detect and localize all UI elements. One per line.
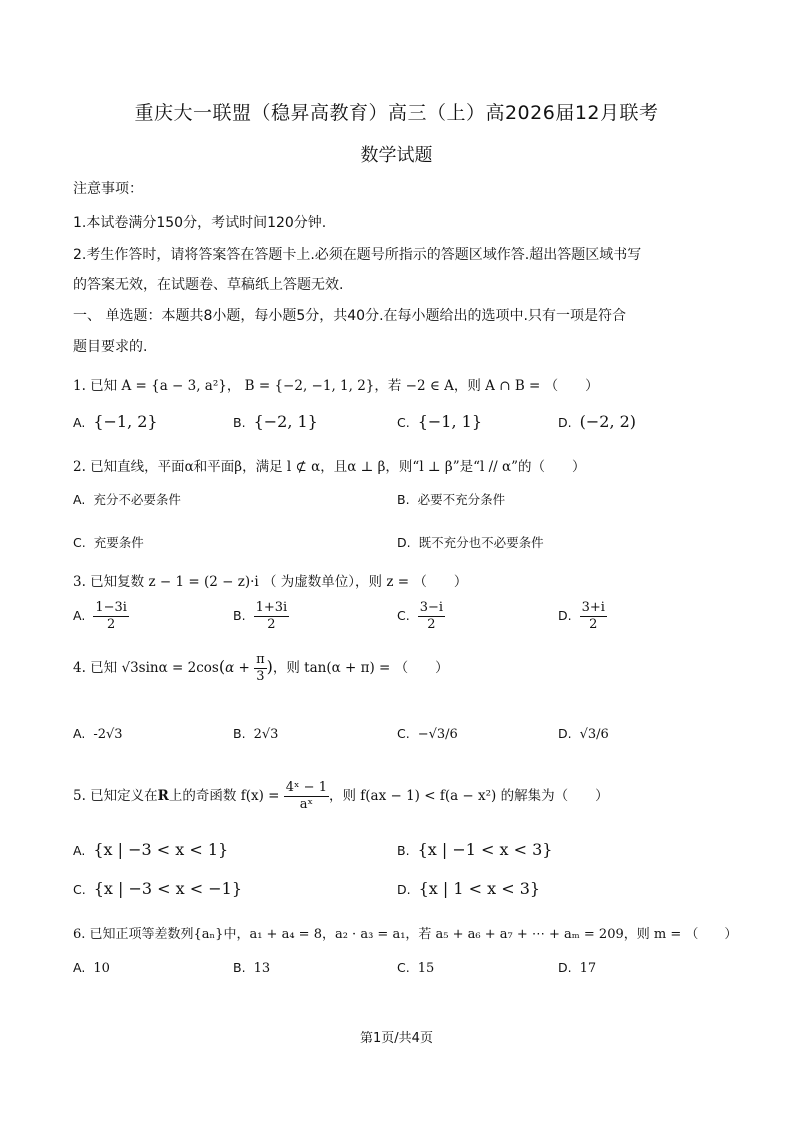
- option-text: 15: [417, 961, 435, 976]
- option-text: -2√3: [93, 727, 123, 742]
- option-text: 充分不必要条件: [93, 492, 181, 507]
- option-text: 2√3: [253, 727, 279, 742]
- fraction-numerator: 3+i: [581, 600, 605, 615]
- option-label: A.: [73, 492, 86, 507]
- paren-open: (: [218, 657, 226, 676]
- option-text: {−2, 1}: [253, 412, 318, 431]
- page-title: 重庆大一联盟（稳昇高教育）高三（上）高2026届12月联考: [134, 102, 659, 124]
- option-text: 必要不充分条件: [417, 492, 506, 507]
- question-4-option-c: [397, 726, 458, 742]
- question-6-option-d: [558, 960, 596, 976]
- fraction-denominator: 2: [106, 617, 116, 632]
- question-2-stem: 2. 已知直线，平面α和平面β，满足 l ⊄ α，且α ⊥ β，则“l ⊥ β”是“l // α”的（ ）: [73, 459, 586, 475]
- fraction: [580, 600, 607, 633]
- question-1-option-b: [233, 412, 318, 431]
- option-label: A.: [73, 608, 86, 623]
- option-text: {x | −1 < x < 3}: [417, 840, 553, 859]
- option-label: D.: [397, 535, 411, 550]
- option-text: {x | −3 < x < 1}: [93, 840, 229, 859]
- question-2-option-c: [73, 533, 152, 551]
- option-text: {x | −3 < x < −1}: [93, 879, 242, 898]
- question-6-option-b: [233, 960, 270, 976]
- question-1-option-d: [558, 412, 636, 431]
- section-heading-line1: 一、 单选题：本题共8小题，每小题5分，共40分.在每小题给出的选项中.只有一项是符合: [73, 308, 626, 324]
- question-4-stem-part2: ，则 tan(α + π) = （ ）: [272, 660, 449, 676]
- option-label: B.: [233, 415, 246, 430]
- fraction-numerator: 3−i: [419, 600, 444, 615]
- fraction-denominator: 2: [589, 617, 598, 632]
- option-label: C.: [397, 415, 410, 430]
- question-5-option-d: [397, 879, 540, 898]
- fraction-numerator: 4ˣ − 1: [285, 780, 327, 795]
- option-label: B.: [397, 843, 410, 858]
- question-4-option-b: [233, 726, 278, 742]
- fraction-denominator: aˣ: [299, 797, 313, 812]
- option-text: 充要条件: [93, 535, 144, 550]
- notes-item-2a: 2.考生作答时，请将答案答在答题卡上.必须在题号所指示的答题区域作答.超出答题区域书写: [73, 247, 642, 263]
- option-label: D.: [558, 726, 572, 741]
- paren-close: ): [266, 657, 273, 676]
- fraction: [418, 600, 445, 633]
- question-1-stem: 1. 已知 A = {a − 3, a²}， B = {−2, −1, 1, 2}，若 −2 ∈ A，则 A ∩ B = （ ）: [73, 378, 599, 394]
- question-2-option-b: [397, 490, 513, 508]
- option-text: {−1, 2}: [93, 412, 158, 431]
- question-2-option-d: [397, 533, 552, 551]
- fraction: [93, 600, 129, 633]
- fraction-denominator: 3: [256, 669, 265, 684]
- option-label: B.: [233, 608, 246, 623]
- fraction-numerator: π: [256, 652, 265, 667]
- option-text: {x | 1 < x < 3}: [418, 879, 541, 898]
- notes-heading: 注意事项：: [73, 181, 143, 197]
- fraction-denominator: 2: [427, 617, 436, 632]
- question-5-stem-part2: 上的奇函数 f(x) =: [168, 788, 280, 804]
- question-3-stem: 3. 已知复数 z − 1 = (2 − z)·i （ 为虚数单位），则 z = （ ）: [73, 574, 468, 590]
- option-text: 既不充分也不必要条件: [418, 535, 544, 550]
- option-label: B.: [233, 726, 246, 741]
- option-label: C.: [397, 960, 410, 975]
- question-3-option-a: [73, 600, 129, 633]
- option-label: A.: [73, 726, 86, 741]
- question-4-stem-part1: 4. 已知 √3sinα = 2cos: [73, 660, 219, 676]
- fraction-denominator: 2: [267, 617, 276, 632]
- option-label: D.: [558, 608, 572, 623]
- option-text: √3/6: [579, 727, 609, 742]
- option-label: C.: [397, 726, 410, 741]
- option-label: B.: [233, 960, 246, 975]
- question-5-stem: [73, 780, 609, 813]
- fraction: [254, 600, 290, 633]
- question-2-option-a: [73, 490, 189, 508]
- option-label: A.: [73, 960, 86, 975]
- question-5-stem-part3: ，则 f(ax − 1) < f(a − x²) 的解集为（ ）: [328, 788, 609, 804]
- page-footer: 第1页/共4页: [360, 1031, 433, 1046]
- question-3-option-c: [397, 600, 445, 633]
- fraction-numerator: 1+3i: [255, 600, 288, 615]
- fraction: [284, 780, 329, 813]
- page-subtitle: 数学试题: [360, 145, 433, 166]
- reals-symbol: R: [157, 788, 169, 804]
- option-text: (−2, 2): [579, 412, 637, 431]
- question-5-option-c: [73, 879, 242, 898]
- fraction-numerator: 1−3i: [95, 600, 127, 615]
- option-label: D.: [397, 882, 411, 897]
- question-5-stem-part1: 5. 已知定义在: [73, 788, 158, 804]
- option-label: C.: [73, 882, 86, 897]
- question-1-option-c: [397, 412, 482, 431]
- question-6-stem: 6. 已知正项等差数列{aₙ}中，a₁ + a₄ = 8，a₂ · a₃ = a₁，若 a₅ + a₆ + a₇ + ⋯ + aₘ = 209，则 m = （ ）: [73, 927, 738, 942]
- option-label: A.: [73, 843, 86, 858]
- question-6-option-c: [397, 960, 434, 976]
- question-4-stem: 4. 已知 √3sinα = 2cos(α + $\frac{\pi}{3}$ )，则 tan(α + π) = （ ）: [73, 652, 449, 684]
- notes-item-2b: 的答案无效，在试题卷、草稿纸上答题无效.: [73, 277, 344, 293]
- fraction: [254, 652, 267, 685]
- option-label: C.: [397, 608, 410, 623]
- option-text: 10: [93, 961, 110, 976]
- option-text: −√3/6: [417, 727, 458, 742]
- question-1-option-a: [73, 412, 158, 431]
- question-5-option-b: [397, 840, 552, 859]
- question-4-option-a: [73, 726, 123, 742]
- question-3-option-d: [558, 600, 607, 633]
- option-text: 13: [253, 961, 271, 976]
- notes-item-1: 1.本试卷满分150分，考试时间120分钟.: [73, 215, 327, 231]
- question-5-option-a: [73, 840, 228, 859]
- question-6-option-a: [73, 960, 110, 976]
- question-3-option-b: [233, 600, 289, 633]
- alpha-symbol: α: [225, 660, 235, 676]
- option-label: D.: [558, 415, 572, 430]
- option-label: A.: [73, 415, 86, 430]
- question-4-option-d: [558, 726, 609, 742]
- option-text: {−1, 1}: [417, 412, 482, 431]
- option-label: D.: [558, 960, 572, 975]
- option-text: 17: [579, 961, 597, 976]
- option-label: C.: [73, 535, 86, 550]
- option-label: B.: [397, 492, 410, 507]
- section-heading-line2: 题目要求的.: [73, 339, 148, 355]
